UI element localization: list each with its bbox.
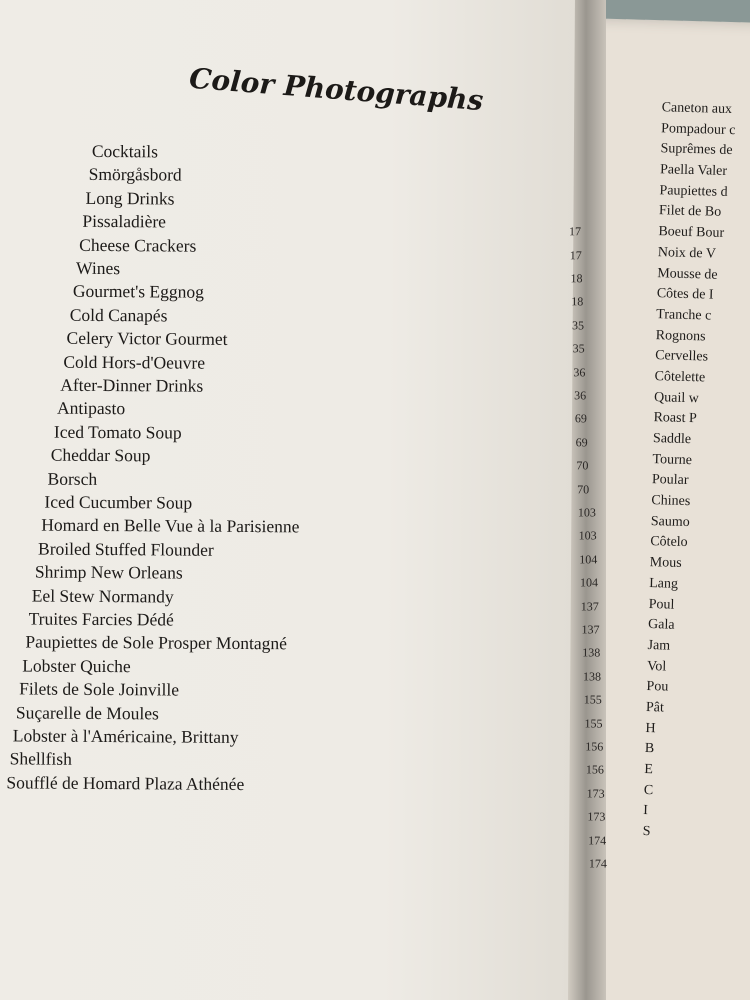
right-page-line: Mousse de xyxy=(657,265,718,283)
entry-page-number: 174 xyxy=(588,856,607,871)
entry-name: Borsch xyxy=(47,468,98,489)
right-page-line: Côtelo xyxy=(650,534,688,551)
entry-page-number: 156 xyxy=(585,762,605,777)
right-page-line: Saddle xyxy=(652,431,692,448)
entry-name: After-Dinner Drinks xyxy=(60,374,204,396)
right-page-line: Côtes de I xyxy=(656,286,714,303)
entry-page-number: 156 xyxy=(585,739,604,754)
right-page-line: B xyxy=(644,741,655,757)
entry-page-number: 174 xyxy=(588,833,607,848)
entry-page-number: 35 xyxy=(571,318,585,333)
right-page-line: Quail w xyxy=(653,389,699,406)
entry-name: Long Drinks xyxy=(85,187,175,209)
right-page-list xyxy=(642,98,736,844)
right-page-line: I xyxy=(643,803,649,819)
entry-name: Smörgåsbord xyxy=(88,164,182,185)
entry-page-number: 69 xyxy=(574,411,587,426)
right-page-line: Pât xyxy=(645,699,665,716)
entry-name: Gourmet's Eggnog xyxy=(72,281,204,303)
entry-name: Iced Tomato Soup xyxy=(53,421,182,443)
entry-name: Pissaladière xyxy=(82,211,167,232)
entry-page-number: 104 xyxy=(579,552,598,567)
entry-page-number: 36 xyxy=(573,364,586,379)
entry-page-number: 35 xyxy=(572,341,585,356)
entry-page-number: 18 xyxy=(571,294,584,309)
entry-name: Wines xyxy=(75,257,121,279)
entry-name: Cold Canapés xyxy=(69,304,168,326)
entry-page-number: 69 xyxy=(575,435,588,450)
right-page-line: Lang xyxy=(649,575,679,592)
right-page-line: Jam xyxy=(647,637,671,654)
entry-name: Shrimp New Orleans xyxy=(34,561,183,583)
entry-name: Celery Victor Gourmet xyxy=(66,327,228,350)
entry-name: Antipasto xyxy=(57,398,126,419)
right-page-line: Boeuf Bour xyxy=(658,224,725,242)
right-page-line: Mous xyxy=(649,555,682,572)
right-page-line: Poul xyxy=(648,596,675,613)
entry-page-number: 17 xyxy=(568,224,582,239)
right-page-line: Poular xyxy=(651,472,689,489)
entry-name: Cheddar Soup xyxy=(50,444,151,466)
right-page-line: Vol xyxy=(646,658,667,675)
entry-name: Cocktails xyxy=(91,140,159,162)
entry-page-number: 17 xyxy=(569,247,582,262)
right-page-line: Pou xyxy=(646,679,669,695)
entry-name: Filets de Sole Joinville xyxy=(19,678,180,700)
entry-page-number: 173 xyxy=(587,809,606,824)
right-page-line: Chines xyxy=(651,493,691,510)
entry-page-number: 138 xyxy=(582,645,601,660)
entry-page-number: 18 xyxy=(570,271,583,286)
entry-page-number: 70 xyxy=(576,458,589,473)
entry-name: Homard en Belle Vue à la Parisienne xyxy=(41,514,300,537)
entry-name: Paupiettes de Sole Prosper Montagné xyxy=(25,631,287,654)
entry-page-number: 104 xyxy=(580,575,599,590)
right-page-line: S xyxy=(642,824,651,840)
right-page-line: Tranche c xyxy=(656,307,712,324)
entry-page-number: 70 xyxy=(577,481,590,496)
entry-name: Shellfish xyxy=(9,748,72,770)
right-page-line: Caneton aux xyxy=(661,100,733,118)
entry-page-number: 138 xyxy=(582,669,602,684)
right-page-line: Paupiettes d xyxy=(659,182,728,200)
right-page-line: Paella Valer xyxy=(659,162,728,180)
entry-name: Cheese Crackers xyxy=(79,234,197,256)
right-page-line: Cervelles xyxy=(654,348,709,365)
page-title: Color Photographs xyxy=(188,61,485,118)
right-page-line: Gala xyxy=(647,617,675,633)
entry-name: Truites Farcies Dédé xyxy=(28,608,174,630)
entry-name: Lobster à l'Américaine, Brittany xyxy=(12,725,239,747)
right-page-line: Tourne xyxy=(652,451,693,468)
entry-name: Iced Cucumber Soup xyxy=(44,491,193,513)
entry-page-number: 173 xyxy=(586,786,605,801)
entry-page-number: 36 xyxy=(574,388,587,403)
entry-name: Eel Stew Normandy xyxy=(31,585,174,607)
entry-page-number: 155 xyxy=(584,715,603,731)
right-page-line: Roast P xyxy=(653,410,697,427)
entry-name: Soufflé de Homard Plaza Athénée xyxy=(6,772,245,794)
right-page-line: C xyxy=(643,782,654,798)
right-page-line: Pompadour c xyxy=(660,120,736,138)
right-page-line: E xyxy=(644,761,654,778)
entry-page-number: 103 xyxy=(578,528,597,543)
entry-name: Suçarelle de Moules xyxy=(15,702,159,723)
right-page-line: Rognons xyxy=(655,327,706,345)
entry-page-number: 103 xyxy=(577,505,596,520)
entry-name: Lobster Quiche xyxy=(22,655,131,677)
right-page-line: Noix de V xyxy=(657,244,717,262)
entry-page-number: 137 xyxy=(580,598,599,614)
right-page-line: Filet de Bo xyxy=(658,203,722,221)
right-page-line: Suprêmes de xyxy=(660,141,733,159)
entry-page-number: 137 xyxy=(581,622,600,637)
right-page-line: H xyxy=(645,720,656,736)
entry-name: Broiled Stuffed Flounder xyxy=(38,538,214,560)
right-page-line: Côtelette xyxy=(654,369,706,386)
entry-name: Cold Hors-d'Oeuvre xyxy=(63,351,206,373)
entry-page-number: 155 xyxy=(583,692,602,707)
right-page-line: Saumo xyxy=(650,513,690,530)
